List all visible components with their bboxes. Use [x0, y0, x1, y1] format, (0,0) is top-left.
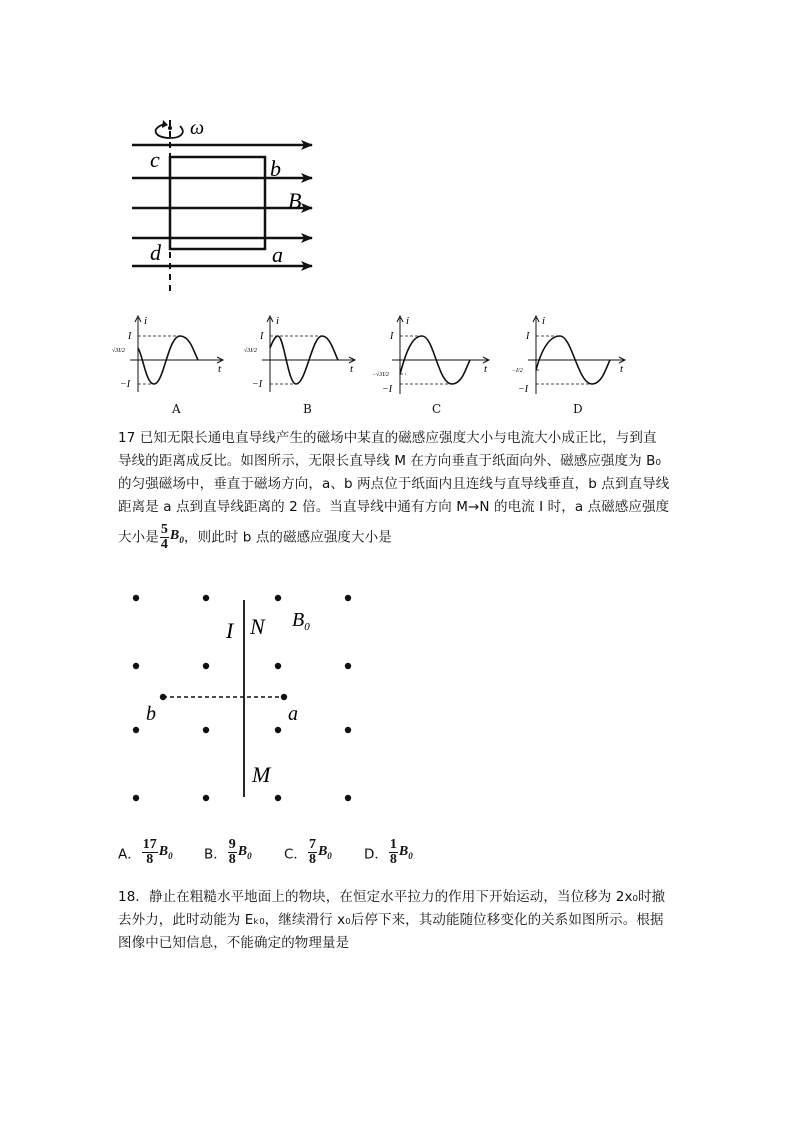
- omega-label: ω: [190, 117, 205, 139]
- graph-label-b: B: [303, 402, 312, 416]
- q18-line3: 图像中已知信息，不能确定的物理量是: [118, 935, 350, 951]
- option-a[interactable]: A． $\frac{17}{8}$ $B_0$: [118, 837, 173, 867]
- svg-text:−I/2: −I/2: [512, 368, 523, 374]
- q18-line1: 18．静止在粗糙水平地面上的物块，在恒定水平拉力的作用下开始运动，当位移为 2x₀时撤: [118, 889, 666, 905]
- coil-figure: [120, 110, 330, 300]
- question-17: [118, 427, 678, 552]
- option-d[interactable]: D． $\frac{1}{8}$ $B_0$: [364, 837, 413, 867]
- label-M: M: [252, 762, 271, 787]
- svg-text:i: i: [276, 315, 280, 327]
- svg-text:−I: −I: [120, 379, 131, 390]
- question-18: [118, 886, 678, 955]
- label-b: b: [270, 156, 281, 181]
- svg-text:I: I: [526, 331, 530, 342]
- q17-line2: 导线的距离成反比。如图所示，无限长直导线 M 在方向垂直于纸面向外、磁感应强度为 B₀: [118, 453, 661, 469]
- svg-text:I: I: [390, 331, 394, 342]
- q17-line1: 17 已知无限长通电直导线产生的磁场中某直的磁感应强度大小与电流大小成正比，与到直: [118, 430, 657, 446]
- svg-text:−I: −I: [518, 384, 529, 395]
- q17-line5: 大小是 $\frac{5}{4}$ $B_0$，则此时 b 点的磁感应强度大小是: [118, 522, 392, 552]
- label-d: d: [150, 240, 161, 265]
- wire-field-figure: [120, 582, 370, 812]
- svg-text:t: t: [350, 363, 354, 375]
- q17-line4: 距离是 a 点到直导线距离的 2 倍。当直导线中通有方向 M→N 的电流 I 时，a 点磁感应强度: [118, 499, 670, 515]
- label-b: b: [146, 703, 156, 725]
- graph-label-a: A: [172, 402, 181, 416]
- label-N: N: [250, 614, 265, 639]
- graph-label-d: D: [573, 402, 583, 416]
- svg-text:i: i: [144, 315, 148, 327]
- q18-line2: 去外力，此时动能为 Eₖ₀，继续滑行 x₀后停下来，其动能随位移变化的关系如图所示。根据: [118, 912, 664, 928]
- option-b[interactable]: B． $\frac{9}{8}$ $B_0$: [204, 837, 252, 867]
- svg-text:I: I: [128, 331, 132, 342]
- current-graphs: [110, 312, 630, 422]
- svg-text:I: I: [260, 331, 264, 342]
- svg-text:−I: −I: [382, 384, 393, 395]
- graph-b: [242, 312, 362, 397]
- fraction-5-4: $\frac{5}{4}$: [160, 522, 168, 552]
- svg-text:t: t: [484, 363, 488, 375]
- option-c[interactable]: C． $\frac{7}{8}$ $B_0$: [284, 837, 332, 867]
- label-B: B: [288, 188, 302, 213]
- label-c: c: [150, 147, 160, 172]
- svg-text:√3I/2: √3I/2: [244, 348, 257, 354]
- svg-text:i: i: [542, 315, 546, 327]
- label-a: a: [272, 242, 283, 267]
- svg-text:t: t: [620, 363, 624, 375]
- svg-text:−I: −I: [252, 379, 263, 390]
- q17-line3: 的匀强磁场中，垂直于磁场方向，a、b 两点位于纸面内且连线与直导线垂直，b 点到直导线: [118, 476, 670, 492]
- label-B0: $B_0$: [292, 609, 310, 633]
- graph-a: [110, 312, 230, 397]
- label-a: a: [288, 703, 298, 725]
- graph-c: [372, 312, 497, 397]
- svg-text:−√3I/2: −√3I/2: [372, 372, 390, 378]
- svg-text:i: i: [406, 315, 410, 327]
- svg-text:√3I/2: √3I/2: [112, 348, 125, 354]
- coil-rectangle: [170, 157, 265, 249]
- field-dots: [133, 595, 351, 801]
- svg-text:t: t: [218, 363, 222, 375]
- graph-d: [508, 312, 633, 397]
- current-label-I: I: [226, 618, 234, 643]
- graph-label-c: C: [432, 402, 442, 416]
